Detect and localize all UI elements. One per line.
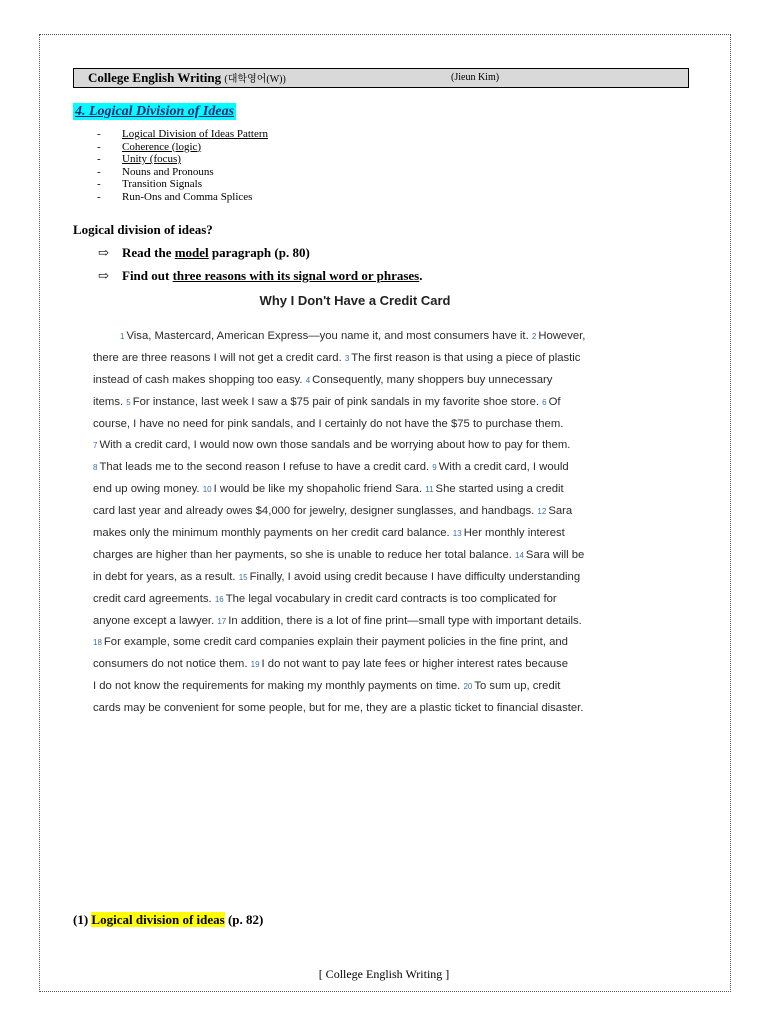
paragraph-line bbox=[93, 523, 633, 545]
paragraph-line bbox=[93, 414, 633, 436]
sentence-number: 6 bbox=[542, 397, 547, 407]
sentence-text: end up owing money. bbox=[93, 483, 203, 496]
sentence-text: Her monthly interest bbox=[463, 527, 565, 540]
paragraph-line bbox=[93, 370, 633, 392]
sentence-text: anyone except a lawyer. bbox=[93, 614, 218, 627]
sentence-number: 14 bbox=[515, 550, 524, 560]
sentence-number: 3 bbox=[344, 353, 350, 363]
sentence-text: instead of cash makes shopping too easy. bbox=[93, 373, 306, 386]
topic-list bbox=[97, 128, 268, 203]
arrow-icon: ⇨ bbox=[98, 245, 109, 260]
sentence-text: card last year and already owes $4,000 for jewelry, designer sunglasses, and handbags. bbox=[93, 505, 538, 518]
paragraph-line bbox=[93, 457, 633, 479]
paragraph-line bbox=[93, 676, 633, 698]
sentence-text: The first reason is that using a piece of plastic bbox=[351, 351, 581, 364]
sentence-text: For example, some credit card companies explain their payment policies in the fine print, and bbox=[103, 636, 568, 649]
paragraph-line bbox=[93, 611, 633, 633]
question-heading: Logical division of ideas? bbox=[73, 222, 213, 237]
course-title: College English Writing (대학영어(W)) bbox=[88, 70, 286, 85]
sentence-text: I would be like my shopaholic friend Sara. bbox=[213, 483, 426, 496]
sentence-text: Of bbox=[548, 395, 561, 408]
sentence-text: items. bbox=[93, 395, 127, 408]
sentence-text: That leads me to the second reason I refuse to have a credit card. bbox=[99, 461, 433, 474]
paragraph-line bbox=[93, 545, 633, 567]
paragraph-line bbox=[93, 567, 633, 589]
sentence-text: For instance, last week I saw a $75 pair of pink sandals in my favorite shoe store. bbox=[132, 395, 543, 408]
sentence-number: 11 bbox=[425, 485, 434, 495]
sentence-text: With a credit card, I would now own those sandals and be worrying about how to pay for them. bbox=[99, 439, 571, 452]
passage-title: Why I Don't Have a Credit Card bbox=[259, 293, 451, 308]
highlighted-term: Logical division of ideas bbox=[91, 912, 225, 927]
subsection-heading: (1) Logical division of ideas (p. 82) bbox=[73, 912, 264, 927]
document-header bbox=[73, 68, 689, 88]
sentence-number: 10 bbox=[202, 485, 212, 495]
sentence-text: Finally, I avoid using credit because I have difficulty understanding bbox=[249, 570, 581, 583]
topic-item: - Logical Division of Ideas Pattern bbox=[97, 128, 268, 141]
sentence-text: cards may be convenient for some people, but for me, they are a plastic ticket to financial disaster. bbox=[93, 702, 584, 715]
topic-item: - Coherence (logic) bbox=[97, 141, 268, 154]
sentence-text: Consequently, many shoppers buy unnecessary bbox=[312, 373, 553, 386]
sentence-text: Visa, Mastercard, American Express—you name it, and most consumers have it. bbox=[126, 330, 532, 342]
paragraph-line bbox=[93, 654, 633, 676]
instruction-read-model: ⇨ Read the model paragraph (p. 80) bbox=[98, 245, 310, 260]
sentence-text: Sara bbox=[548, 505, 573, 518]
topic-item: - Run-Ons and Comma Splices bbox=[97, 191, 268, 204]
sentence-text: To sum up, credit bbox=[474, 680, 561, 693]
sentence-text: Sara will be bbox=[525, 548, 585, 561]
sentence-number: 20 bbox=[463, 682, 473, 692]
sentence-number: 8 bbox=[93, 463, 98, 473]
sentence-number: 1 bbox=[120, 332, 125, 341]
sentence-number: 12 bbox=[537, 507, 547, 517]
instruction-find-reasons: ⇨ Find out three reasons with its signal word or phrases. bbox=[98, 268, 423, 283]
paragraph-line bbox=[93, 326, 633, 348]
sentence-text: However, bbox=[538, 330, 586, 342]
paragraph-line bbox=[93, 392, 633, 414]
paragraph-line bbox=[93, 501, 633, 523]
paragraph-line bbox=[93, 589, 633, 611]
sentence-text: credit card agreements. bbox=[93, 592, 215, 605]
sentence-text: She started using a credit bbox=[435, 483, 564, 496]
sentence-number: 2 bbox=[531, 332, 537, 341]
sentence-text: I do not know the requirements for making my monthly payments on time. bbox=[93, 680, 464, 693]
sentence-text: charges are higher than her payments, so she is unable to reduce her total balance. bbox=[93, 548, 516, 561]
sentence-text: there are three reasons I will not get a credit card. bbox=[93, 351, 345, 364]
arrow-icon: ⇨ bbox=[98, 268, 109, 283]
sentence-text: makes only the minimum monthly payments on her credit card balance. bbox=[93, 527, 453, 540]
sentence-text: In addition, there is a lot of fine print—small type with important details. bbox=[228, 614, 582, 627]
sentence-number: 17 bbox=[217, 616, 227, 626]
sentence-text: The legal vocabulary in credit card contracts is too complicated for bbox=[225, 592, 557, 605]
sentence-number: 19 bbox=[250, 660, 260, 670]
paragraph-line bbox=[93, 479, 633, 501]
sentence-number: 4 bbox=[305, 375, 311, 385]
model-paragraph bbox=[93, 326, 633, 720]
author-name: (Jieun Kim) bbox=[451, 72, 500, 83]
sentence-number: 18 bbox=[93, 638, 102, 648]
sentence-number: 9 bbox=[432, 463, 437, 473]
topic-item: - Unity (focus) bbox=[97, 153, 268, 166]
page-footer: [ College English Writing ] bbox=[318, 967, 450, 981]
sentence-text: course, I have no need for pink sandals, and I certainly do not have the $75 to purchase them. bbox=[93, 417, 564, 430]
sentence-number: 7 bbox=[93, 441, 98, 451]
paragraph-line bbox=[93, 435, 633, 457]
sentence-text: With a credit card, I would bbox=[438, 461, 569, 474]
sentence-text: in debt for years, as a result. bbox=[93, 570, 239, 583]
sentence-text: I do not want to pay late fees or higher interest rates because bbox=[261, 658, 568, 671]
sentence-number: 13 bbox=[452, 529, 462, 539]
paragraph-line bbox=[93, 348, 633, 370]
sentence-text: consumers do not notice them. bbox=[93, 658, 251, 671]
sentence-number: 15 bbox=[238, 572, 248, 582]
sentence-number: 16 bbox=[214, 594, 224, 604]
paragraph-line bbox=[93, 632, 633, 654]
course-subtitle: (대학영어(W)) bbox=[224, 74, 286, 85]
topic-item: - Nouns and Pronouns bbox=[97, 166, 268, 179]
section-title: 4. Logical Division of Ideas bbox=[75, 104, 235, 119]
sentence-number: 5 bbox=[126, 397, 131, 407]
topic-item: - Transition Signals bbox=[97, 178, 268, 191]
paragraph-line bbox=[93, 698, 633, 720]
